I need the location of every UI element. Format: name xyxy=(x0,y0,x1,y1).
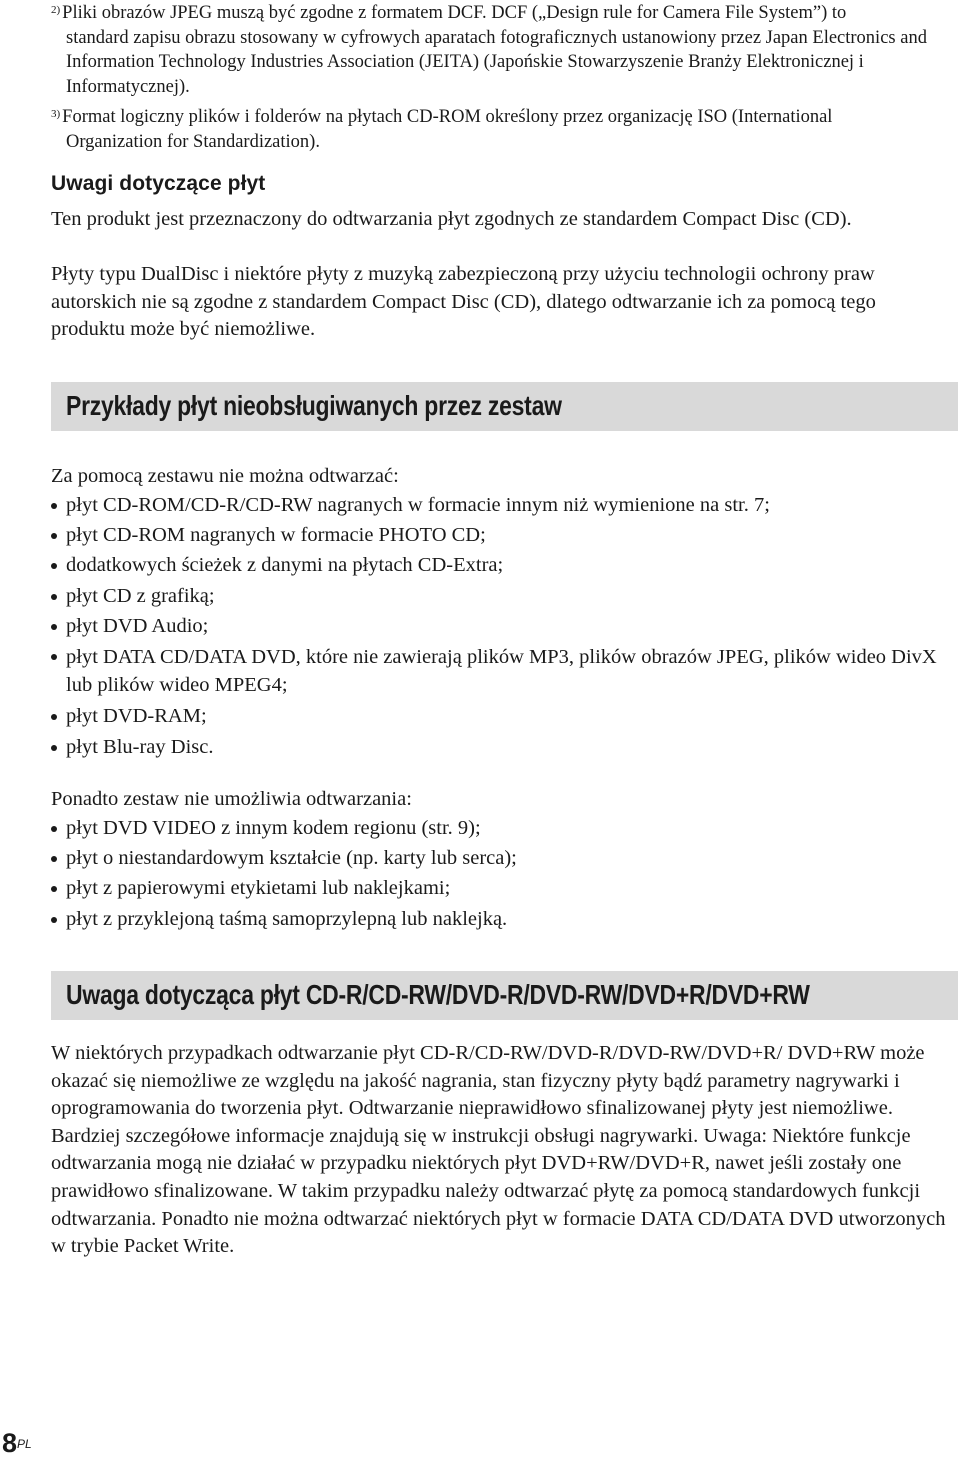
section-header-unsupported xyxy=(51,382,958,431)
footnote-3 xyxy=(51,105,951,154)
footnote-continuation: Organization for Standardization). xyxy=(66,131,320,152)
section-title: Przykłady płyt nieobsługiwanych przez zestaw xyxy=(66,390,562,421)
list-item: płyt Blu-ray Disc. xyxy=(51,732,951,762)
list-item: płyt DVD-RAM; xyxy=(51,701,951,731)
section-title: Uwaga dotycząca płyt CD-R/CD-RW/DVD-R/DVD-RW/DVD+R/DVD+RW xyxy=(66,979,810,1010)
recordable-paragraph: W niektórych przypadkach odtwarzanie płyt CD-R/CD-RW/DVD-R/DVD-RW/DVD+R/ DVD+RW może okazać się niemożliwe ze względu na jakość nagrania, stan fizyczny płyty bądź parametry nagrywarki i oprogramowania do tworzenia płyt. Odtwarzanie nieprawidłowo sfinalizowanej płyty jest niemożliwe. Bardziej szczegółowe informacje znajdują się w instrukcji obsługi nagrywarki. Uwaga: Niektóre funkcje odtwarzania mogą nie działać w przypadku niektórych płyt DVD+RW/DVD+R, nawet jeśli zostały one prawidłowo sfinalizowane. W takim przypadku należy odtwarzać płytę za pomocą standardowych funkcji odtwarzania. Ponadto nie można odtwarzać niektórych płyt w formacie DATA CD/DATA DVD utworzonych w trybie Packet Write. xyxy=(51,1042,946,1258)
disc-notes-heading: Uwagi dotyczące płyt xyxy=(51,172,266,195)
footnote-first-line: Format logiczny plików i folderów na płytach CD-ROM określony przez organizację ISO (International xyxy=(62,107,833,127)
page-language: PL xyxy=(17,1437,32,1451)
unsupported-list xyxy=(51,490,951,762)
list-item: płyt z papierowymi etykietami lub naklejkami; xyxy=(51,873,951,903)
list-item: płyt CD-ROM/CD-R/CD-RW nagranych w formacie innym niż wymienione na str. 7; xyxy=(51,490,951,520)
list-item: płyt DVD VIDEO z innym kodem regionu (str. 9); xyxy=(51,813,951,843)
page-number: 8 xyxy=(2,1428,18,1458)
footnote-2 xyxy=(51,1,951,99)
list-item: płyt o niestandardowym kształcie (np. karty lub serca); xyxy=(51,843,951,873)
list-item: płyt CD-ROM nagranych w formacie PHOTO CD; xyxy=(51,520,951,550)
list-item: płyt DATA CD/DATA DVD, które nie zawierają plików MP3, plików obrazów JPEG, plików wideo DivX lub plików wideo MPEG4; xyxy=(51,641,951,701)
footnote-number: 3) xyxy=(51,108,61,120)
footnote-first-line: Pliki obrazów JPEG muszą być zgodne z formatem DCF. DCF („Design rule for Camera File System”) to xyxy=(62,3,847,23)
list-item: płyt CD z grafiką; xyxy=(51,581,951,611)
unsupported-intro: Za pomocą zestawu nie można odtwarzać: xyxy=(51,465,399,487)
unsupported-intro-2: Ponadto zestaw nie umożliwia odtwarzania: xyxy=(51,788,412,810)
list-item: płyt DVD Audio; xyxy=(51,611,951,641)
footnote-number: 2) xyxy=(51,4,61,16)
disc-notes-paragraph-1: Ten produkt jest przeznaczony do odtwarzania płyt zgodnych ze standardem Compact Disc (CD). xyxy=(51,208,852,230)
unsupported-list-2 xyxy=(51,813,951,934)
list-item: dodatkowych ścieżek z danymi na płytach CD-Extra; xyxy=(51,550,951,580)
footnote-continuation: standard zapisu obrazu stosowany w cyfrowych aparatach fotograficznych ustanowiony przez Japan Electronics and Information Technology Industries Association (JEITA) (Japońskie Stowarzyszenie Branży Elektronicznej i Informatycznej). xyxy=(66,27,927,97)
disc-notes-paragraph-2: Płyty typu DualDisc i niektóre płyty z muzyką zabezpieczoną przy użyciu technologii ochrony praw autorskich nie są zgodne z standardem Compact Disc (CD), dlatego odtwarzanie ich za pomocą tego produktu może być niemożliwe. xyxy=(51,263,876,340)
section-header-recordable xyxy=(51,971,958,1020)
list-item: płyt z przyklejoną taśmą samoprzylepną lub naklejką. xyxy=(51,904,951,934)
